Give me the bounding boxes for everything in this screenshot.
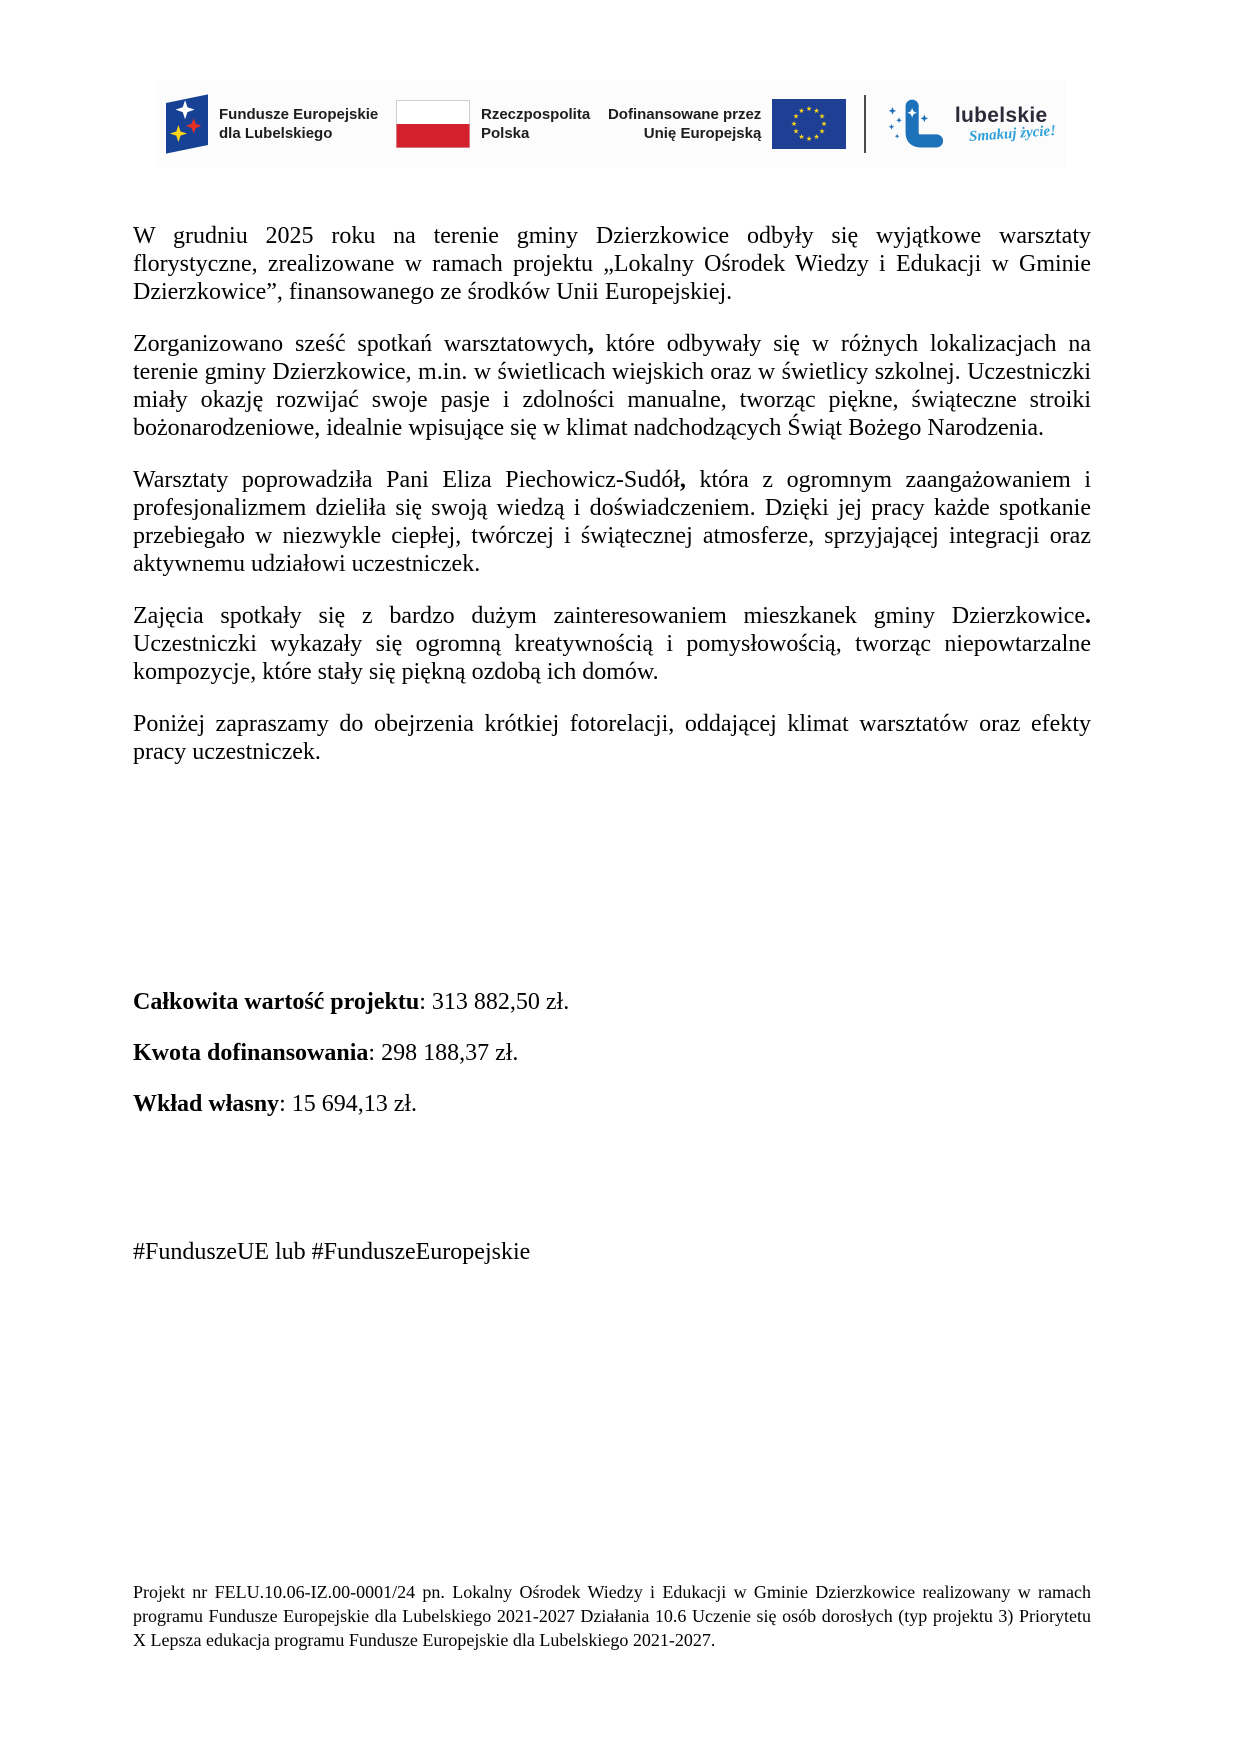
financial-line-grant	[133, 1039, 1091, 1067]
financial-line-total	[133, 988, 1091, 1016]
paragraph-2-bold: ,	[587, 331, 594, 357]
poland-label	[481, 105, 590, 143]
eu-funds-label-line1: Fundusze Europejskie	[219, 106, 379, 123]
financial-line-own	[133, 1090, 1091, 1118]
header-logo-strip	[156, 80, 1066, 168]
svg-text:★: ★	[821, 120, 828, 128]
poland-flag-icon	[396, 100, 470, 148]
financial-separator: :	[279, 1091, 292, 1117]
eu-flag-icon	[772, 99, 846, 149]
paragraph-2-text: Zorganizowano sześć spotkań warsztatowych	[133, 331, 588, 357]
financial-value: 298 188,37 zł.	[381, 1040, 519, 1066]
financial-label: Kwota dofinansowania	[133, 1040, 369, 1066]
paragraph-3	[133, 466, 1091, 578]
lubelskie-label	[954, 104, 1057, 146]
svg-text:★: ★	[819, 127, 826, 136]
paragraph-3-text-cont: która z ogromnym zaangażowaniem i profesjonalizmem dzieliła się swoją wiedzą i doświadczeniem. Dzięki jej pracy każde spotkanie przebiegało w niezwykle ciepłej, twórczej i świątecznej atmosferze, sprzyjającej integracji oraz aktywnemu udziałowi uczestniczek.	[133, 467, 1092, 577]
eu-cofunding-label-line1: Dofinansowane przez	[607, 106, 762, 123]
financial-label: Całkowita wartość projektu	[133, 989, 420, 1015]
paragraph-4-text: Zajęcia spotkały się z bardzo dużym zainteresowaniem mieszkanek gminy Dzierzkowice	[133, 603, 1085, 629]
paragraph-5-text: Poniżej zapraszamy do obejrzenia krótkiej fotorelacji, oddającej klimat warsztatów oraz efekty pracy uczestniczek.	[133, 711, 1091, 765]
svg-text:★: ★	[806, 105, 813, 113]
paragraph-2	[133, 330, 1091, 442]
footer-note: Projekt nr FELU.10.06-IZ.00-0001/24 pn. Lokalny Ośrodek Wiedzy i Edukacji w Gminie Dzierzkowice realizowany w ramach programu Fundusze Europejskie dla Lubelskiego 2021-2027 Działania 10.6 Uczenie się osób dorosłych (typ projektu 3) Priorytetu X Lepsza edukacja programu Fundusze Europejskie dla Lubelskiego 2021-2027.	[133, 1582, 1091, 1650]
logo-rzeczpospolita-polska	[396, 100, 590, 148]
svg-text:★: ★	[793, 112, 800, 121]
financial-separator: :	[419, 989, 432, 1015]
logo-dofinansowane-ue	[608, 99, 846, 149]
paragraph-5	[133, 710, 1091, 766]
svg-text:★: ★	[798, 107, 805, 115]
financial-value: 313 882,50 zł.	[431, 989, 570, 1015]
financial-value: 15 694,13 zł.	[291, 1091, 418, 1117]
logo-fundusze-europejskie	[166, 93, 378, 155]
eu-cofunding-label	[608, 105, 761, 143]
svg-text:★: ★	[813, 133, 820, 141]
paragraph-3-text: Warsztaty poprowadziła Pani Eliza Piechowicz-Sudół	[133, 467, 680, 493]
paragraph-1	[133, 222, 1091, 306]
header-divider	[864, 95, 866, 153]
paragraph-1-text: W grudniu 2025 roku na terenie gminy Dzierzkowice odbyły się wyjątkowe warsztaty florystyczne, zrealizowane w ramach projektu „Lokalny Ośrodek Wiedzy i Edukacji w Gminie Dzierzkowice”, finansowanego ze środków Unii Europejskiej.	[133, 223, 1091, 305]
svg-text:★: ★	[813, 107, 820, 115]
svg-text:★: ★	[793, 127, 800, 136]
eu-funds-label	[219, 105, 378, 143]
financial-label: Wkład własny	[133, 1091, 280, 1117]
paragraph-2-text-cont: które odbywały się w różnych lokalizacjach na terenie gminy Dzierzkowice, m.in. w świetlicach wiejskich oraz w świetlicy szkolnej. Uczestniczki miały okazję rozwijać swoje pasje i zdolności manualne, tworząc piękne, świąteczne stroiki bożonarodzeniowe, idealnie wpisujące się w klimat nadchodzących Świąt Bożego Narodzenia.	[133, 331, 1091, 441]
poland-label-line2: Polska	[480, 125, 530, 142]
paragraph-4-bold: .	[1085, 603, 1091, 629]
svg-text:★: ★	[819, 112, 826, 121]
svg-text:★: ★	[798, 133, 805, 141]
hashtags-line: #FunduszeUE lub #FunduszeEuropejskie	[133, 1239, 531, 1265]
eu-funds-label-line2: dla Lubelskiego	[219, 125, 333, 142]
financials-section	[133, 988, 1091, 1141]
paragraph-4-text-cont: Uczestniczki wykazały się ogromną kreatywnością i pomysłowością, tworząc niepowtarzalne kompozycje, które stały się piękną ozdobą ich domów.	[133, 631, 1091, 685]
poland-label-line1: Rzeczpospolita	[480, 106, 591, 123]
paragraph-3-bold: ,	[679, 467, 686, 493]
eu-cofunding-label-line2: Unię Europejską	[643, 125, 762, 142]
lubelskie-tagline: Smakuj życie!	[968, 122, 1057, 146]
eu-funds-flag-icon	[166, 93, 208, 155]
paragraph-4	[133, 602, 1091, 686]
svg-text:★: ★	[791, 120, 798, 128]
lubelskie-brand-name: lubelskie	[954, 104, 1048, 127]
lubelskie-logo-icon	[884, 96, 944, 152]
document-body	[133, 222, 1091, 790]
financial-separator: :	[368, 1040, 382, 1066]
logo-lubelskie	[884, 96, 1056, 152]
svg-text:★: ★	[806, 135, 813, 143]
